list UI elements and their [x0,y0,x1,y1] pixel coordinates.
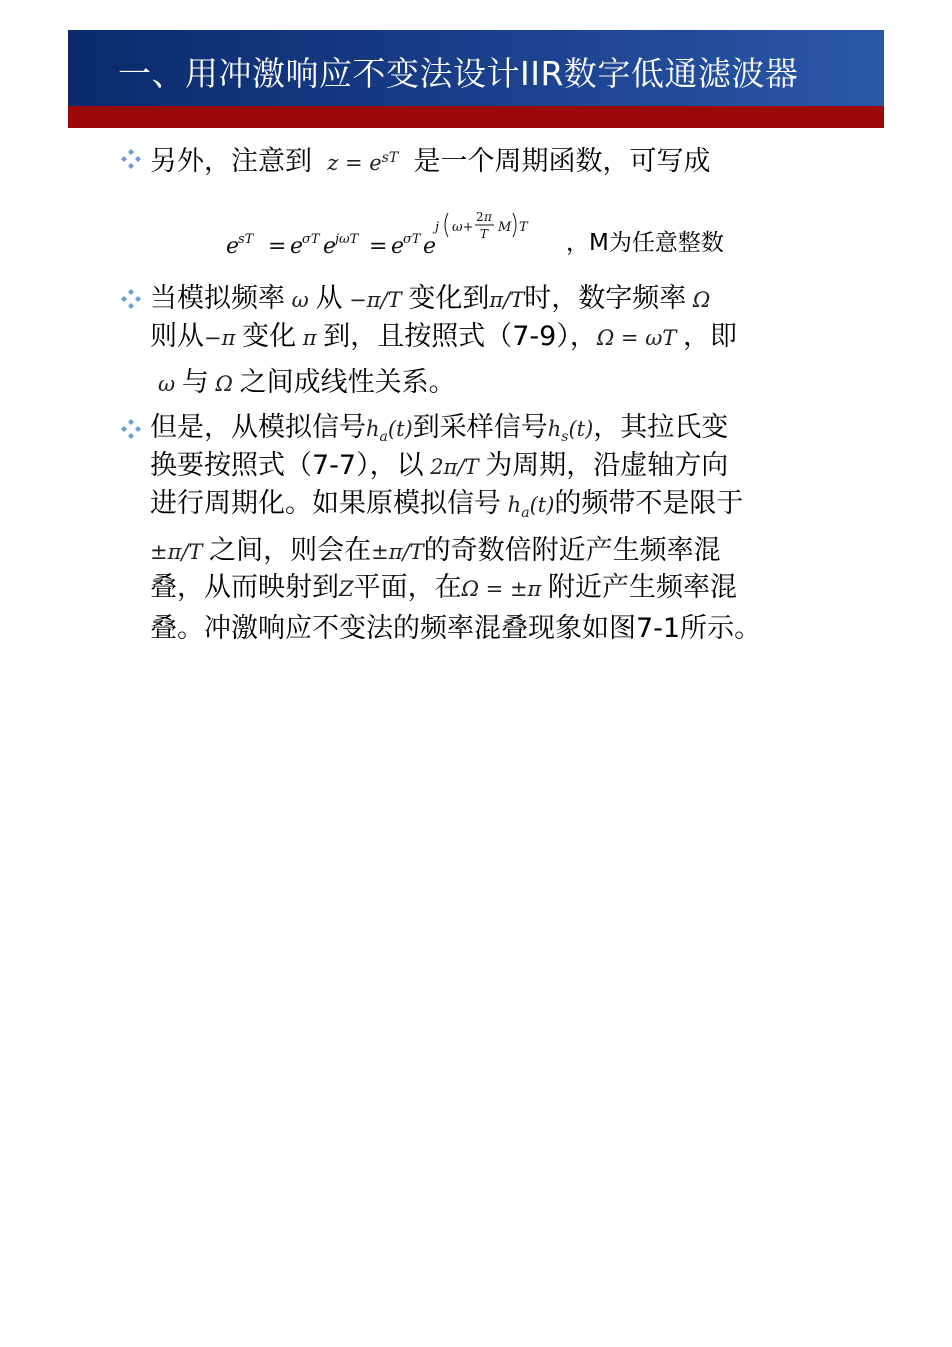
text-span: 进行周期化。如果原模拟信号 [150,488,501,519]
math-capital-omega: Ω [686,288,711,312]
text-span: ，其拉氏变 [593,412,729,443]
text-span: 当模拟频率 [150,283,285,314]
text-span: 叠，从而映射到 [150,572,339,603]
svg-text:σT: σT [403,232,421,247]
paragraph-2-line-1 [150,284,710,315]
text-span: 平面，在 [353,572,462,603]
text-span: 附近产生频率混 [548,572,738,603]
text-span: 之间成线性关系。 [239,367,456,398]
diamond-bullet-icon [120,288,142,310]
math-pm-pi-over-t: ±π/T [150,540,210,564]
paragraph-1-line [150,143,711,178]
text-span: 是一个周期函数，可写成 [413,146,711,177]
paragraph-3-line-4 [150,536,721,567]
math-z: Z [339,577,354,601]
text-span: 到，且按照式（7-9）， [323,321,597,352]
paragraph-2-line-3 [158,368,456,399]
svg-text:e: e [323,234,337,259]
svg-text:=: = [268,234,287,259]
text-span: 之间，则会在 [209,535,372,566]
math-z-equals-exp: $z = e^{sT}$ [320,150,399,175]
text-span: 换要按照式（7-7），以 [150,450,424,481]
math-omega-eq-omega-t: Ω = ωT [596,326,684,350]
svg-text:π: π [484,210,492,224]
text-span: ，即 [683,321,738,352]
paragraph-3-line-2 [150,451,728,482]
title-underline-bar [68,106,884,128]
svg-text:jωT: jωT [335,232,359,247]
svg-text:M: M [498,220,512,235]
svg-text:=: = [369,234,388,259]
svg-text:e: e [423,234,437,259]
math-2pi-over-t: 2π/T [423,455,486,479]
math-omega: ω [158,372,182,396]
text-span: 则从 [150,321,204,352]
text-span: 为周期，沿虚轴方向 [485,450,729,481]
math-ha-t: $h_a(t)$ [366,417,413,446]
math-ha-t: $h_a(t)$ [501,493,555,522]
svg-text:T: T [480,227,489,241]
text-span: 变化 [242,321,297,352]
math-pi-over-t: π/T [489,288,525,312]
svg-text:j: j [435,220,440,235]
diamond-bullet-icon [120,418,142,440]
math-pi: π [296,326,324,350]
text-span: 到采样信号 [412,412,548,443]
svg-text:σT: σT [302,232,320,247]
formula-graphic [226,205,586,265]
paragraph-3-line-5 [150,573,737,604]
paragraph-3-line-6: 叠。冲激响应不变法的频率混叠现象如图7-1所示。 [150,613,762,644]
formula-note: ，M为任意整数 [566,230,724,256]
math-omega-eq-pm-pi: Ω = ±π [461,577,549,601]
text-span: 变化到 [408,283,490,314]
math-capital-omega: Ω [208,372,240,396]
svg-text:T: T [519,220,528,235]
svg-text:e: e [226,234,240,259]
math-pm-pi-over-t: ±π/T [371,540,424,564]
svg-text:2: 2 [476,210,484,224]
paragraph-3-line-3 [150,489,743,528]
diamond-bullet-icon [120,148,142,170]
text-span: 另外，注意到 [150,146,312,177]
periodic-formula [226,205,586,265]
text-span: 但是，从模拟信号 [150,412,366,443]
page-title: 一、用冲激响应不变法设计IIR数字低通滤波器 [118,54,799,93]
svg-text:e: e [290,234,304,259]
svg-text:sT: sT [238,232,254,247]
svg-text:e: e [391,234,405,259]
text-span: 时，数字频率 [524,283,687,314]
math-hs-t: $h_s(t)$ [547,417,594,446]
math-neg-pi: −π [204,326,243,350]
text-span: 与 [181,367,209,398]
math-omega: ω [285,288,316,312]
paragraph-2-line-2 [150,322,737,353]
paragraph-3-line-1 [150,413,728,452]
svg-text:ω+: ω+ [452,220,474,235]
math-neg-pi-over-t: −π/T [342,288,409,312]
text-span: 从 [315,283,343,314]
text-span: 的奇数倍附近产生频率混 [423,535,721,566]
text-span: 的频带不是限于 [554,488,744,519]
